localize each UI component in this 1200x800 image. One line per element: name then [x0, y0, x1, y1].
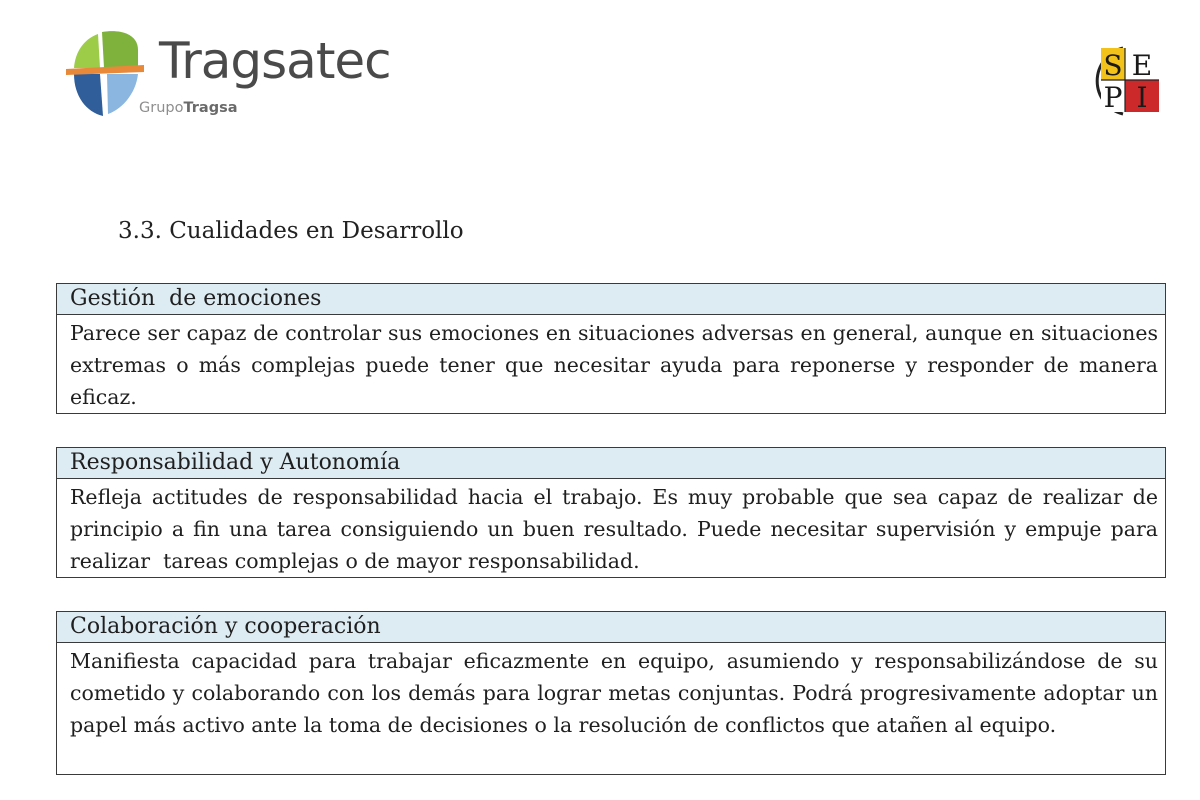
- quality-title: Colaboración y cooperación: [57, 612, 1165, 643]
- sepi-logo-icon: [1087, 44, 1163, 116]
- quality-box: [56, 447, 1166, 578]
- brand-name: Tragsatec: [159, 32, 391, 90]
- svg-text:P: P: [1103, 81, 1123, 114]
- svg-text:S: S: [1103, 49, 1123, 82]
- quality-title: Gestión de emociones: [57, 284, 1165, 315]
- svg-text:E: E: [1131, 49, 1153, 82]
- quality-description: Refleja actitudes de responsabilidad hacia el trabajo. Es muy probable que sea capaz de realizar de principio a fin una tarea consiguiendo un buen resultado. Puede necesitar supervisión y empuje para realizar tareas complejas o de mayor responsabilidad.: [70, 485, 1165, 573]
- tragsatec-logo: [66, 26, 406, 126]
- svg-text:I: I: [1136, 81, 1148, 114]
- quality-box: [56, 283, 1166, 414]
- quality-box: [56, 611, 1166, 775]
- quality-description: Parece ser capaz de controlar sus emociones en situaciones adversas en general, aunque en situaciones extremas o más complejas puede tener que necesitar ayuda para reponerse y responder de manera eficaz.: [70, 321, 1165, 409]
- section-heading: 3.3. Cualidades en Desarrollo: [118, 218, 464, 244]
- quality-description: Manifiesta capacidad para trabajar eficazmente en equipo, asumiendo y responsabilizándose de su cometido y colaborando con los demás para lograr metas conjuntas. Podrá progresivamente adoptar un papel más activo ante la toma de decisiones o la resolución de conflictos que atañen al equipo.: [70, 649, 1165, 737]
- brand-group-name: [139, 101, 238, 116]
- tragsatec-logo-icon: [66, 28, 146, 120]
- brand-group-suffix: Tragsa: [183, 100, 238, 116]
- brand-group-prefix: Grupo: [139, 100, 184, 116]
- quality-title: Responsabilidad y Autonomía: [57, 448, 1165, 479]
